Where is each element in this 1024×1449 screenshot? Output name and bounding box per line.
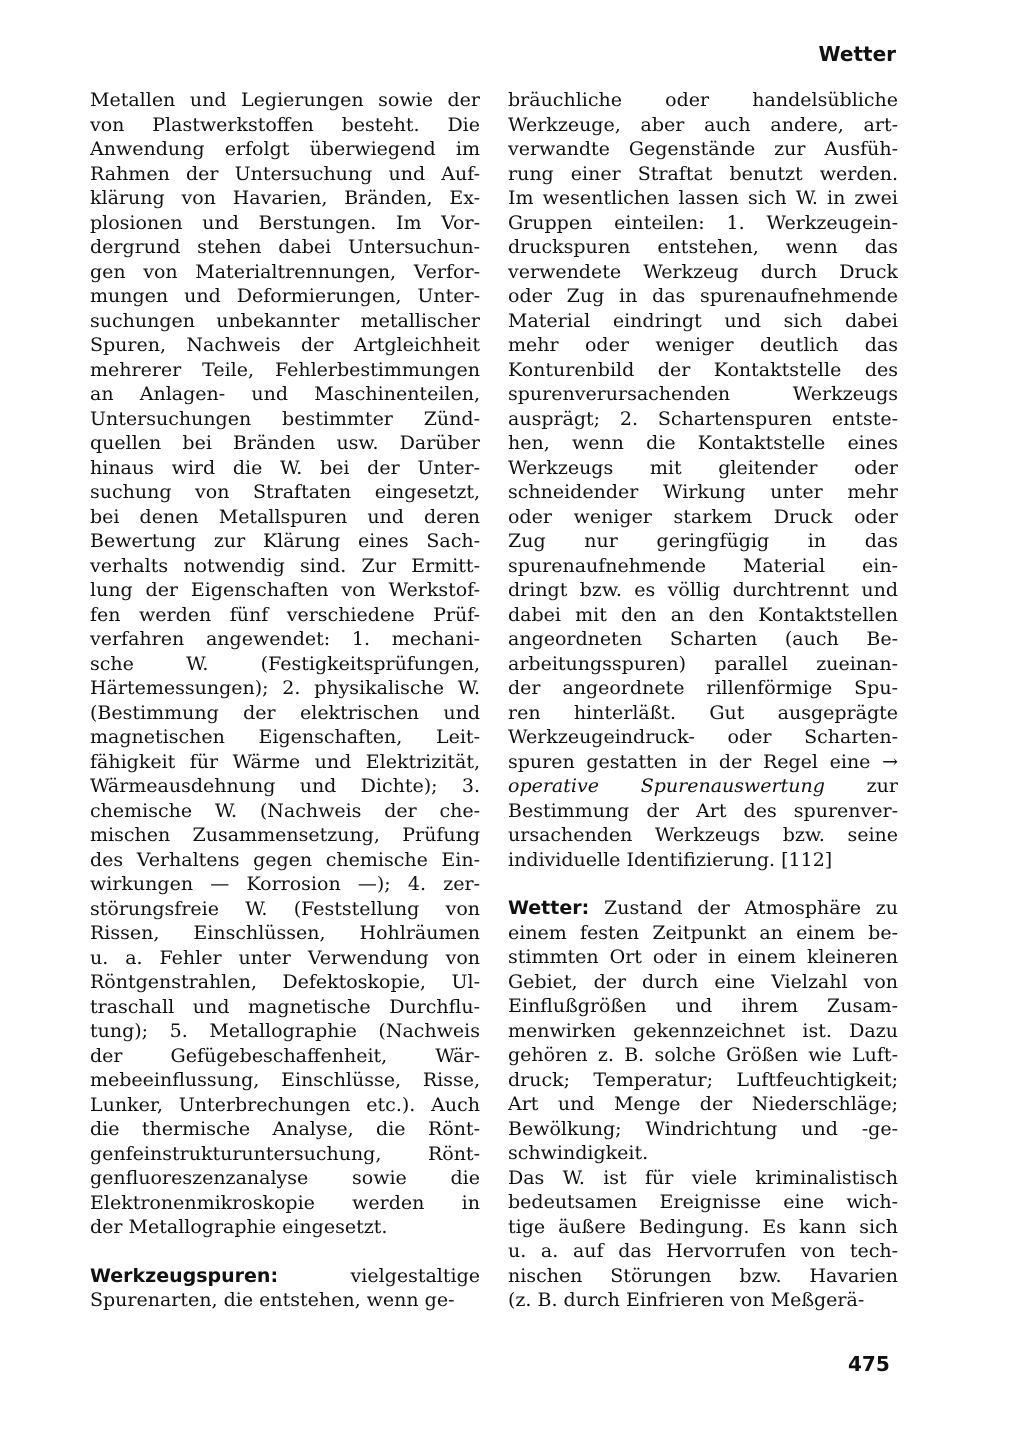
text-line: suchungen unbekannter metallischer: [90, 309, 480, 332]
text-line: der Metallographie eingesetzt.: [90, 1216, 388, 1238]
text-line: Röntgenstrahlen, Defektoskopie, Ul-: [90, 971, 480, 993]
text-line: tung); 5. Metallographie (Nachweis: [90, 1020, 480, 1042]
text-line: hinaus wird die W. bei der Unter-: [90, 456, 480, 479]
text-line: druckspuren entstehen, wenn das: [508, 236, 898, 258]
text-line: Konturenbild der Kontaktstelle des: [508, 358, 898, 381]
text-line: genfeinstrukturuntersuchung, Rönt-: [90, 1142, 480, 1165]
text-line: mischen Zusammensetzung, Prüfung: [90, 824, 480, 846]
text-line: spurenverursachenden Werkzeugs: [508, 383, 898, 405]
text-line: hen, wenn die Kontaktstelle eines: [508, 432, 898, 454]
text-line: Bewölkung; Windrichtung und -ge-: [508, 1117, 898, 1140]
text-line: Im wesentlichen lassen sich W. in zwei: [508, 187, 898, 209]
text-line: Zug nur geringfügig in das: [508, 530, 898, 552]
text-line: Rissen, Einschlüssen, Hohlräumen: [90, 922, 480, 944]
text-line: spuren gestatten in der Regel eine →: [508, 750, 898, 773]
text-line: quellen bei Bränden usw. Darüber: [90, 432, 480, 454]
text-line: (Bestimmung der elektrischen und: [90, 701, 480, 724]
text-line: der angeordnete rillenförmige Spu-: [508, 677, 898, 699]
text-line: oder weniger starkem Druck oder: [508, 505, 898, 528]
right-column-body-end: [508, 799, 898, 873]
text-line: Art und Menge der Niederschläge;: [508, 1093, 898, 1115]
entry-term-werkzeugspuren: Werkzeugspuren:: [90, 1264, 279, 1287]
text-line: genfluoreszenzanalyse sowie die: [90, 1167, 480, 1189]
text-line: mungen und Deformierungen, Unter-: [90, 285, 480, 307]
right-column-body: [508, 88, 898, 774]
entry-text-line: vielgestaltige: [350, 1264, 480, 1287]
text-line: angeordneten Scharten (auch Be-: [508, 628, 898, 650]
text-line: Einflußgrößen und ihrem Zusam-: [508, 995, 898, 1017]
text-line: klärung von Havarien, Bränden, Ex-: [90, 187, 480, 209]
text-line: die thermische Analyse, die Rönt-: [90, 1118, 480, 1140]
entry-werkzeugspuren-body: [90, 1288, 480, 1313]
text-line: Lunker, Unterbrechungen etc.). Auch: [90, 1093, 480, 1116]
text-line: fähigkeit für Wärme und Elektrizität,: [90, 750, 480, 773]
text-line: zur: [866, 775, 898, 797]
text-line: Bestimmung der Art des spurenver-: [508, 799, 898, 822]
entry-werkzeugspuren: [90, 1264, 480, 1313]
text-line: verwandte Gegenstände zur Ausfüh-: [508, 138, 898, 160]
text-line: Metallen und Legierungen sowie der: [90, 89, 480, 111]
text-line: störungsfreie W. (Feststellung von: [90, 897, 480, 920]
text-line: an Anlagen- und Maschinenteilen,: [90, 383, 480, 405]
text-line: ausprägt; 2. Schartenspuren entste-: [508, 407, 898, 430]
entry-wetter-paragraph-2: [508, 1166, 898, 1313]
text-line: Anwendung erfolgt überwiegend im: [90, 138, 480, 160]
text-line: Gruppen einteilen: 1. Werkzeugein-: [508, 211, 898, 234]
left-column-body: [90, 88, 480, 1240]
text-line: Werkzeugeindruck- oder Scharten-: [508, 726, 898, 748]
text-line: u. a. auf das Hervorrufen von tech-: [508, 1240, 898, 1262]
entry-wetter: [508, 896, 898, 1313]
text-line: verhalts notwendig sind. Zur Ermitt-: [90, 554, 480, 577]
text-line: traschall und magnetische Durchflu-: [90, 995, 480, 1018]
text-line: ren hinterläßt. Gut ausgeprägte: [508, 701, 898, 724]
text-line: nischen Störungen bzw. Havarien: [508, 1264, 898, 1287]
text-line: u. a. Fehler unter Verwendung von: [90, 946, 480, 969]
text-line: plosionen und Berstungen. Im Vor-: [90, 211, 480, 234]
text-line: der Gefügebeschaffenheit, Wär-: [90, 1044, 480, 1067]
text-line: einem festen Zeitpunkt an einem be-: [508, 921, 898, 944]
text-line: Gebiet, der durch eine Vielzahl von: [508, 970, 898, 993]
text-line: dringt bzw. es völlig durchtrennt und: [508, 579, 898, 601]
text-line: dabei mit den an den Kontaktstellen: [508, 603, 898, 626]
text-line: individuelle Identifizierung. [112]: [508, 848, 833, 871]
text-line: Spurenarten, die entstehen, wenn ge-: [90, 1289, 455, 1311]
text-line: Härtemessungen); 2. physikalische W.: [90, 677, 480, 699]
text-line: chemische W. (Nachweis der che-: [90, 799, 480, 822]
text-line: Elektronenmikroskopie werden in: [90, 1191, 480, 1214]
text-line: menwirken gekennzeichnet ist. Dazu: [508, 1019, 898, 1042]
entry-term-wetter: Wetter:: [508, 897, 590, 919]
text-line: Material eindringt und sich dabei: [508, 309, 898, 332]
text-line: schwindigkeit.: [508, 1142, 649, 1164]
cross-reference-link[interactable]: operative Spurenauswertung: [508, 775, 825, 797]
running-head: Wetter: [818, 42, 896, 66]
text-line: sche W. (Festigkeitsprüfungen,: [90, 652, 480, 675]
text-line: Bewertung zur Klärung eines Sach-: [90, 530, 480, 552]
text-line: oder Zug in das spurenaufnehmende: [508, 285, 898, 307]
entry-text-line: Zustand der Atmosphäre zu: [604, 897, 898, 919]
text-line: gen von Materialtrennungen, Verfor-: [90, 260, 480, 283]
text-line: rung einer Straftat benutzt werden.: [508, 162, 898, 185]
text-line: des Verhaltens gegen chemische Ein-: [90, 848, 480, 871]
text-line: (z. B. durch Einfrieren von Meßgerä-: [508, 1289, 865, 1311]
text-line: Wärmeausdehnung und Dichte); 3.: [90, 775, 480, 797]
text-line: Rahmen der Untersuchung und Auf-: [90, 162, 480, 185]
text-line: suchung von Straftaten eingesetzt,: [90, 481, 480, 503]
text-line: mehr oder weniger deutlich das: [508, 334, 898, 356]
text-line: wirkungen — Korrosion —); 4. zer-: [90, 873, 480, 895]
text-line: mehrerer Teile, Fehlerbestimmungen: [90, 358, 480, 381]
text-line: ursachenden Werkzeugs bzw. seine: [508, 824, 898, 846]
text-line: bei denen Metallspuren und deren: [90, 505, 480, 528]
text-line: Spuren, Nachweis der Artgleichheit: [90, 334, 480, 356]
text-line: bedeutsamen Ereignisse eine wich-: [508, 1191, 898, 1213]
text-line: bräuchliche oder handelsübliche: [508, 89, 898, 111]
text-line: Werkzeugs mit gleitender oder: [508, 456, 898, 479]
text-line: schneidender Wirkung unter mehr: [508, 481, 898, 503]
text-line: dergrund stehen dabei Untersuchun-: [90, 236, 480, 258]
text-line: Untersuchungen bestimmter Zünd-: [90, 407, 480, 430]
text-line: verwendete Werkzeug durch Druck: [508, 260, 898, 283]
text-line: arbeitungsspuren) parallel zueinan-: [508, 652, 898, 675]
text-line: Das W. ist für viele kriminalistisch: [508, 1166, 898, 1189]
text-line: gehören z. B. solche Größen wie Luft-: [508, 1044, 898, 1066]
text-line: verfahren angewendet: 1. mechani-: [90, 628, 480, 650]
text-line: fen werden fünf verschiedene Prüf-: [90, 603, 480, 626]
entry-wetter-body: [508, 921, 898, 1166]
text-line: stimmten Ort oder in einem kleineren: [508, 946, 898, 968]
text-line: von Plastwerkstoffen besteht. Die: [90, 113, 480, 136]
page-number: 475: [848, 1352, 890, 1376]
text-line: magnetischen Eigenschaften, Leit-: [90, 726, 480, 748]
text-line: druck; Temperatur; Luftfeuchtigkeit;: [508, 1068, 898, 1091]
text-line: tige äußere Bedingung. Es kann sich: [508, 1215, 898, 1238]
text-line: lung der Eigenschaften von Werkstof-: [90, 579, 480, 601]
right-column: [508, 88, 898, 1313]
left-column: [90, 88, 480, 1313]
text-line: mebeeinflussung, Einschlüsse, Risse,: [90, 1069, 480, 1091]
text-line: spurenaufnehmende Material ein-: [508, 554, 898, 577]
text-line: Werkzeuge, aber auch andere, art-: [508, 113, 898, 136]
